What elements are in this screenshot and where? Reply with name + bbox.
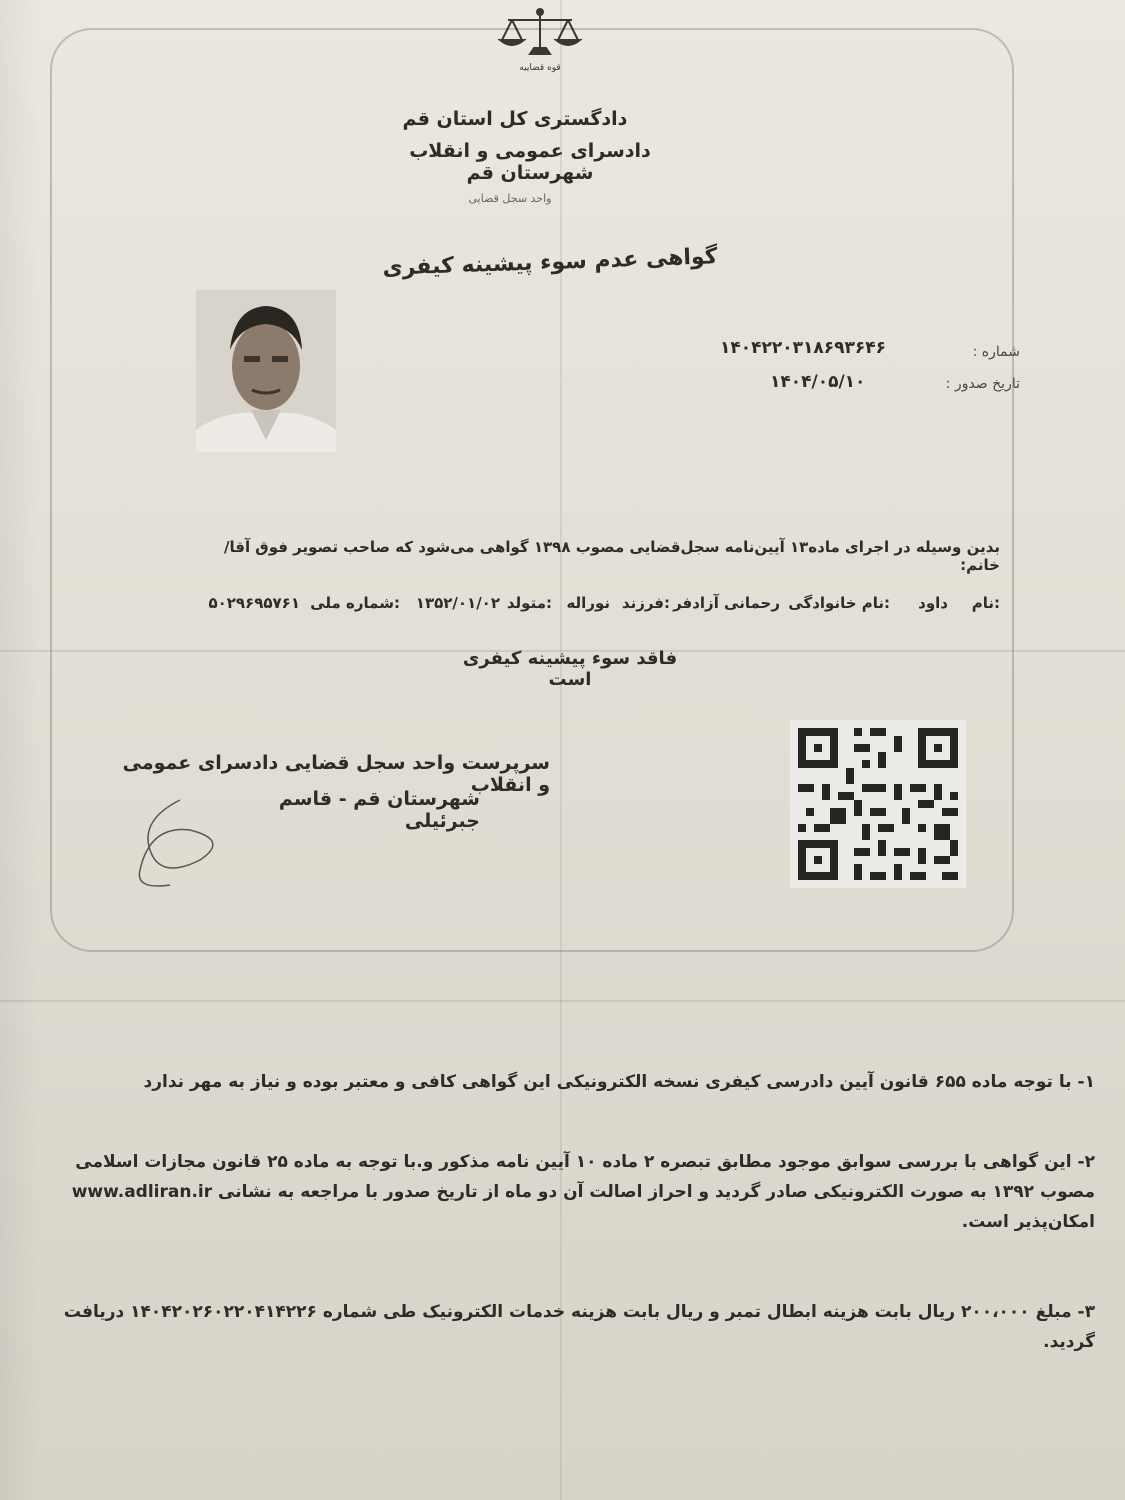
handwritten-signature [120, 790, 240, 900]
family-name: رحمانی آزادفر [673, 594, 780, 612]
national-id: ۵۰۲۹۶۹۵۷۶۱ [208, 594, 300, 612]
signer-name: شهرستان قم - قاسم جبرئیلی [278, 788, 480, 832]
issuer-line-2: دادسرای عمومی و انقلاب شهرستان قم [409, 140, 651, 184]
criminal-record-status: فاقد سوء پیشینه کیفری است [462, 648, 678, 690]
number-label: شماره : [972, 344, 1020, 360]
applicant-photo [196, 290, 336, 452]
note-1: ۱- با توجه ماده ۶۵۵ قانون آیین دادرسی کیفری نسخه الکترونیکی این گواهی کافی و معتبر بوده و نیاز به مهر ندارد [143, 1072, 1095, 1092]
intro-sentence: بدین وسیله در اجرای ماده۱۳ آیین‌نامه سجل‌قضایی مصوب ۱۳۹۸ گواهی می‌شود که صاحب تصویر فوق آقا/خانم: [224, 538, 1000, 574]
father-name-label: فرزند: [621, 594, 670, 612]
verification-qr-code[interactable] [790, 720, 966, 888]
signer-title: سرپرست واحد سجل قضایی دادسرای عمومی و انقلاب [122, 752, 550, 796]
issuer-line-1: دادگستری کل استان قم [402, 108, 628, 130]
emblem-caption: قوه قضاییه [519, 63, 561, 73]
name-label: نام: [971, 594, 1000, 612]
paper-fold [0, 1000, 1125, 1002]
scales-of-justice-emblem [490, 6, 590, 76]
father-name: نوراله [566, 594, 610, 612]
issue-date: ۱۴۰۴/۰۵/۱۰ [770, 372, 866, 392]
national-id-label: شماره ملی: [310, 594, 400, 612]
certificate-number: ۱۴۰۴۲۲۰۳۱۸۶۹۳۶۴۶ [720, 338, 887, 358]
first-name: داود [918, 594, 948, 612]
family-name-label: نام خانوادگی: [788, 594, 890, 612]
birth-date-label: متولد: [506, 594, 552, 612]
birth-date: ۱۳۵۲/۰۱/۰۲ [415, 594, 500, 612]
issue-date-label: تاریخ صدور : [945, 376, 1020, 392]
person-info-row [100, 594, 1000, 622]
issuer-line-3: واحد سجل قضایی [468, 192, 552, 205]
note-3: ۳- مبلغ ۲۰۰،۰۰۰ ریال بابت هزینه ابطال تمبر و ریال بابت هزینه خدمات الکترونیک طی شماره ۱۴۰۴۲۰۲۶۰۲۲۰۴۱۴۲۲۶ دریافت گردید. [63, 1302, 1095, 1352]
note-2: ۲- این گواهی با بررسی سوابق موجود مطابق تبصره ۲ ماده ۱۰ آیین نامه مذکور و.با توجه به ماده ۲۵ قانون مجازات اسلامی مصوب ۱۳۹۲ به صورت الکترونیکی صادر گردید و احراز اصالت آن دو ماه از تاریخ صدور با مراجعه به نشانی www.adliran.ir امکان‌پذیر است. [71, 1152, 1095, 1232]
certificate-title: گواهی عدم سوء پیشینه کیفری [382, 244, 718, 281]
